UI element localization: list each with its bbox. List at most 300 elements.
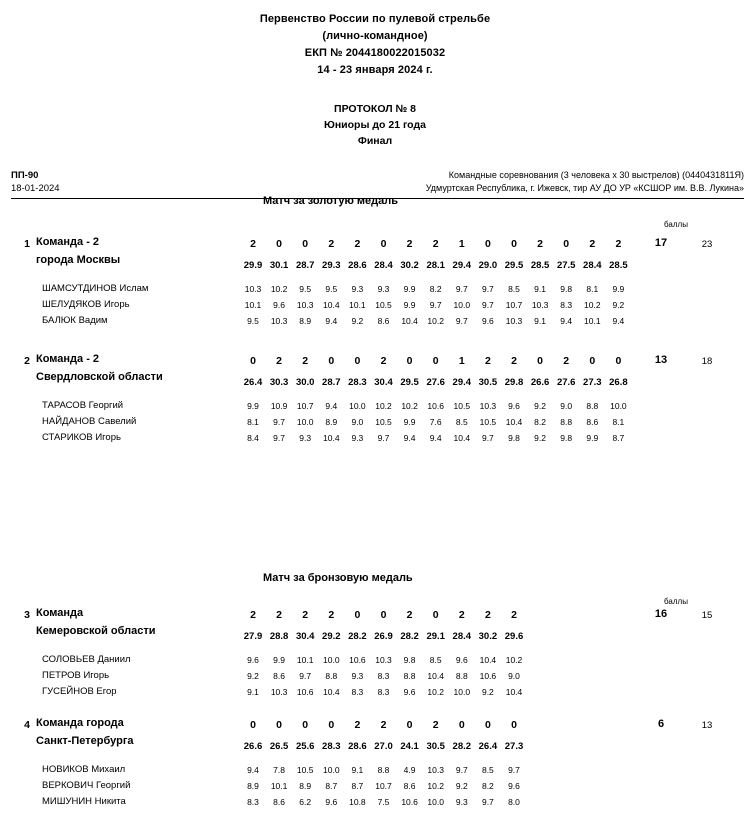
event-code: ПП-90 — [11, 170, 39, 181]
shot-value-cell: 10.2 — [584, 300, 601, 310]
shot-value-cell: 9.7 — [455, 765, 468, 775]
shot-value-cell: 10.4 — [505, 687, 523, 697]
athlete-name: СОЛОВЬЕВ Даниил — [42, 654, 131, 665]
series-point-cell: 0 — [380, 609, 387, 621]
shot-value-cell: 8.3 — [351, 687, 364, 697]
team-rank: 3 — [24, 609, 30, 621]
series-point-cell: 2 — [589, 238, 596, 250]
shot-value-cell: 8.7 — [612, 433, 625, 443]
shot-value-cell: 9.8 — [560, 433, 573, 443]
shot-value-cell: 8.8 — [377, 765, 390, 775]
shot-value-cell: 10.0 — [453, 687, 471, 697]
series-point-cell: 2 — [302, 609, 309, 621]
shot-value-cell: 10.1 — [244, 300, 262, 310]
shot-value-cell: 10.0 — [610, 401, 627, 411]
shot-value-cell: 8.1 — [586, 284, 599, 294]
shot-value-cell: 8.6 — [403, 781, 416, 791]
series-point-cell: 0 — [380, 238, 387, 250]
series-total-cell: 26.4 — [243, 377, 263, 388]
series-total-cell: 26.8 — [609, 377, 628, 388]
shot-value-cell: 9.7 — [481, 797, 494, 807]
series-total-cell: 29.4 — [452, 377, 472, 388]
shot-value-cell: 9.2 — [351, 316, 364, 326]
series-total-cell: 28.2 — [400, 631, 419, 642]
athlete-name: МИШУНИН Никита — [42, 796, 126, 807]
series-point-cell: 0 — [276, 238, 283, 250]
shot-value-cell: 9.0 — [351, 417, 364, 427]
athlete-name: ШАМСУТДИНОВ Ислам — [42, 283, 149, 294]
shot-value-cell: 9.7 — [481, 284, 494, 294]
series-total-cell: 27.6 — [556, 377, 576, 388]
series-point-cell: 2 — [380, 355, 387, 367]
shot-value-cell: 9.2 — [534, 401, 546, 411]
shot-value-cell: 9.4 — [325, 316, 338, 326]
shot-value-cell: 8.8 — [560, 417, 573, 427]
series-point-cell: 0 — [458, 719, 465, 731]
shot-value-cell: 9.7 — [455, 284, 468, 294]
title-spacer — [0, 79, 750, 101]
shot-value-cell: 9.7 — [508, 765, 520, 775]
team-place: 18 — [701, 356, 713, 367]
shot-value-cell: 10.4 — [323, 687, 340, 697]
series-point-cell: 0 — [615, 355, 622, 367]
shot-value-cell: 9.2 — [612, 300, 625, 310]
series-point-cell: 2 — [302, 355, 309, 367]
shot-value-cell: 10.2 — [427, 316, 444, 326]
shot-value-cell: 10.3 — [375, 655, 392, 665]
shot-value-cell: 10.2 — [270, 284, 288, 294]
athlete-name: ШЕЛУДЯКОВ Игорь — [42, 299, 130, 310]
series-point-cell: 0 — [484, 719, 491, 731]
shot-value-cell: 9.8 — [403, 655, 416, 665]
series-total-cell: 30.4 — [295, 631, 315, 642]
series-total-cell: 28.4 — [374, 260, 393, 271]
shot-value-cell: 10.2 — [427, 687, 444, 697]
shot-value-cell: 10.3 — [244, 284, 262, 294]
shot-value-cell: 9.4 — [612, 316, 625, 326]
series-point-cell: 0 — [537, 355, 544, 367]
series-total-cell: 29.5 — [504, 260, 524, 271]
shot-value-cell: 9.9 — [403, 417, 416, 427]
shot-value-cell: 9.3 — [299, 433, 312, 443]
page-title-line-4: 14 - 23 января 2024 г. — [317, 64, 433, 76]
series-total-cell: 30.4 — [374, 377, 393, 388]
shot-value-cell: 9.8 — [560, 284, 573, 294]
shot-value-cell: 8.6 — [586, 417, 599, 427]
shot-value-cell: 8.4 — [247, 433, 259, 443]
shot-value-cell: 7.6 — [429, 417, 442, 427]
series-point-cell: 0 — [406, 719, 413, 731]
shot-value-cell: 10.9 — [270, 401, 288, 411]
protocol-number: ПРОТОКОЛ № 8 — [334, 103, 416, 115]
series-point-cell: 1 — [458, 238, 465, 250]
series-point-cell: 0 — [589, 355, 596, 367]
shot-value-cell: 8.1 — [612, 417, 625, 427]
shot-value-cell: 9.2 — [247, 671, 259, 681]
team-name-line-2: Кемеровской области — [36, 625, 156, 637]
shot-value-cell: 8.2 — [429, 284, 442, 294]
shot-value-cell: 10.6 — [349, 655, 366, 665]
team-rank: 4 — [24, 719, 30, 731]
match-title: Матч за золотую медаль — [263, 195, 399, 207]
series-total-cell: 26.5 — [269, 741, 289, 752]
meta-row-bottom — [11, 182, 744, 195]
shot-value-cell: 8.1 — [247, 417, 259, 427]
series-total-cell: 26.6 — [243, 741, 263, 752]
shot-value-cell: 10.0 — [323, 765, 340, 775]
series-point-cell: 2 — [432, 238, 439, 250]
series-total-cell: 24.1 — [400, 741, 419, 752]
athlete-name: ТАРАСОВ Георгий — [42, 400, 124, 411]
series-total-cell: 30.5 — [478, 377, 498, 388]
shot-value-cell: 10.6 — [427, 401, 444, 411]
series-total-cell: 28.2 — [348, 631, 367, 642]
series-point-cell: 2 — [458, 609, 465, 621]
series-point-cell: 2 — [276, 609, 283, 621]
series-total-cell: 29.8 — [504, 377, 524, 388]
shot-value-cell: 9.7 — [377, 433, 390, 443]
series-point-cell: 0 — [302, 719, 309, 731]
series-total-cell: 28.3 — [322, 741, 341, 752]
shot-value-cell: 9.3 — [455, 797, 468, 807]
shot-value-cell: 10.5 — [375, 417, 392, 427]
shot-value-cell: 10.3 — [505, 316, 523, 326]
discipline-label: Командные соревнования (3 человека х 30 выстрелов) (0440431811Я) — [448, 170, 744, 180]
series-total-cell: 28.5 — [530, 260, 550, 271]
shot-value-cell: 9.1 — [534, 316, 546, 326]
shot-value-cell: 9.7 — [455, 316, 468, 326]
shot-value-cell: 8.3 — [377, 671, 390, 681]
shot-value-cell: 10.8 — [349, 797, 366, 807]
shot-value-cell: 9.6 — [403, 687, 416, 697]
series-point-cell: 2 — [406, 238, 413, 250]
shot-value-cell: 9.4 — [429, 433, 442, 443]
age-category: Юниоры до 21 года — [324, 119, 426, 131]
shot-value-cell: 8.8 — [586, 401, 599, 411]
series-point-cell: 0 — [354, 609, 361, 621]
series-point-cell: 0 — [250, 719, 256, 731]
team-rank: 1 — [24, 238, 30, 250]
series-point-cell: 2 — [537, 238, 544, 250]
shot-value-cell: 9.3 — [377, 284, 390, 294]
event-date: 18-01-2024 — [11, 183, 60, 194]
series-total-cell: 29.2 — [322, 631, 341, 642]
shot-value-cell: 9.7 — [273, 417, 285, 427]
series-point-cell: 2 — [328, 238, 335, 250]
athlete-name: ВЕРКОВИЧ Георгий — [42, 780, 131, 791]
shot-value-cell: 8.8 — [455, 671, 468, 681]
series-total-cell: 30.1 — [269, 260, 289, 271]
shot-value-cell: 9.2 — [455, 781, 468, 791]
shot-value-cell: 9.6 — [325, 797, 338, 807]
shot-value-cell: 10.6 — [479, 671, 497, 681]
shot-value-cell: 10.5 — [296, 765, 314, 775]
stage-label: Финал — [357, 135, 393, 147]
shot-value-cell: 9.5 — [299, 284, 312, 294]
shot-value-cell: 8.7 — [325, 781, 338, 791]
shot-value-cell: 9.9 — [586, 433, 599, 443]
team-score: 6 — [657, 718, 665, 730]
series-total-cell: 29.3 — [322, 260, 341, 271]
shot-value-cell: 9.2 — [534, 433, 546, 443]
shot-value-cell: 9.7 — [481, 433, 494, 443]
shot-value-cell: 10.4 — [427, 671, 444, 681]
series-total-cell: 25.6 — [295, 741, 315, 752]
points-column-header: баллы — [664, 220, 688, 229]
shot-value-cell: 9.9 — [612, 284, 625, 294]
series-total-cell: 28.6 — [348, 260, 367, 271]
page-title-line-1: Первенство России по пулевой стрельбе — [259, 13, 491, 25]
series-total-cell: 28.4 — [452, 631, 472, 642]
series-total-cell: 29.0 — [478, 260, 498, 271]
shot-value-cell: 8.3 — [247, 797, 259, 807]
shot-value-cell: 8.6 — [377, 316, 390, 326]
series-point-cell: 0 — [406, 355, 413, 367]
series-total-cell: 29.1 — [426, 631, 445, 642]
series-total-cell: 30.2 — [400, 260, 419, 271]
document-title-block — [0, 0, 750, 149]
series-total-cell: 27.0 — [374, 741, 393, 752]
shot-value-cell: 9.7 — [273, 433, 285, 443]
shot-value-cell: 8.2 — [481, 781, 494, 791]
shot-value-cell: 9.3 — [351, 433, 364, 443]
series-point-cell: 0 — [328, 719, 335, 731]
shot-value-cell: 7.5 — [377, 797, 390, 807]
shot-value-cell: 10.2 — [401, 401, 418, 411]
series-point-cell: 2 — [250, 609, 256, 621]
shot-value-cell: 9.1 — [351, 765, 364, 775]
series-total-cell: 30.5 — [426, 741, 445, 752]
meta-row-top — [11, 169, 744, 182]
shot-value-cell: 8.0 — [508, 797, 520, 807]
shot-value-cell: 8.9 — [247, 781, 259, 791]
series-point-cell: 2 — [484, 609, 491, 621]
shot-value-cell: 10.1 — [270, 781, 288, 791]
series-point-cell: 2 — [432, 719, 439, 731]
team-score: 13 — [654, 354, 668, 366]
points-column-header: баллы — [664, 597, 688, 606]
shot-value-cell: 9.1 — [247, 687, 259, 697]
shot-value-cell: 10.4 — [323, 433, 340, 443]
shot-value-cell: 9.6 — [481, 316, 494, 326]
series-point-cell: 2 — [406, 609, 413, 621]
shot-value-cell: 9.6 — [455, 655, 468, 665]
shot-value-cell: 10.7 — [505, 300, 523, 310]
shot-value-cell: 9.6 — [247, 655, 259, 665]
series-point-cell: 2 — [511, 355, 517, 367]
shot-value-cell: 10.4 — [323, 300, 340, 310]
team-name-line-1: Команда — [36, 607, 84, 619]
team-name-line-1: Команда - 2 — [36, 236, 100, 248]
athlete-name: НАЙДАНОВ Савелий — [42, 416, 137, 427]
series-point-cell: 0 — [302, 238, 309, 250]
shot-value-cell: 10.4 — [401, 316, 418, 326]
shot-value-cell: 8.7 — [351, 781, 364, 791]
series-point-cell: 2 — [276, 355, 283, 367]
series-total-cell: 30.2 — [478, 631, 498, 642]
series-total-cell: 28.5 — [609, 260, 628, 271]
series-point-cell: 2 — [563, 355, 570, 367]
shot-value-cell: 8.3 — [560, 300, 573, 310]
shot-value-cell: 7.8 — [273, 765, 285, 775]
series-total-cell: 27.9 — [243, 631, 263, 642]
venue-label: Удмуртская Республика, г. Ижевск, тир АУ ДО УР «КСШОР им. В.В. Лукина» — [425, 183, 744, 193]
shot-value-cell: 8.9 — [299, 316, 312, 326]
page-title-line-3: ЕКП № 2044180022015032 — [304, 47, 446, 59]
shot-value-cell: 9.4 — [560, 316, 573, 326]
series-point-cell: 2 — [615, 238, 622, 250]
series-total-cell: 27.5 — [556, 260, 576, 271]
shot-value-cell: 10.3 — [296, 300, 314, 310]
athlete-name: СТАРИКОВ Игорь — [42, 432, 121, 443]
shot-value-cell: 9.8 — [508, 433, 520, 443]
series-point-cell: 0 — [511, 719, 517, 731]
shot-value-cell: 8.6 — [273, 797, 285, 807]
series-total-cell: 29.9 — [243, 260, 263, 271]
shot-value-cell: 10.5 — [479, 417, 497, 427]
shot-value-cell: 10.3 — [270, 316, 288, 326]
shot-value-cell: 10.0 — [296, 417, 314, 427]
shot-value-cell: 9.4 — [325, 401, 338, 411]
shot-value-cell: 10.2 — [375, 401, 392, 411]
series-total-cell: 27.3 — [583, 377, 602, 388]
series-total-cell: 28.2 — [452, 741, 472, 752]
series-point-cell: 0 — [276, 719, 283, 731]
shot-value-cell: 10.1 — [584, 316, 601, 326]
series-total-cell: 29.6 — [504, 631, 524, 642]
shot-value-cell: 10.5 — [453, 401, 471, 411]
series-total-cell: 27.3 — [504, 741, 524, 752]
series-point-cell: 0 — [354, 355, 361, 367]
series-point-cell: 0 — [432, 609, 439, 621]
shot-value-cell: 4.9 — [403, 765, 416, 775]
series-point-cell: 2 — [380, 719, 387, 731]
shot-value-cell: 10.1 — [349, 300, 366, 310]
team-name-line-1: Команда города — [36, 717, 124, 729]
series-point-cell: 2 — [250, 238, 256, 250]
shot-value-cell: 9.9 — [403, 284, 416, 294]
series-total-cell: 28.7 — [322, 377, 341, 388]
shot-value-cell: 8.9 — [325, 417, 338, 427]
team-place: 23 — [701, 239, 713, 250]
shot-value-cell: 10.3 — [270, 687, 288, 697]
shot-value-cell: 6.2 — [299, 797, 312, 807]
series-point-cell: 1 — [458, 355, 465, 367]
shot-value-cell: 10.5 — [375, 300, 392, 310]
shot-value-cell: 10.3 — [479, 401, 497, 411]
team-score: 17 — [654, 237, 668, 249]
series-total-cell: 26.6 — [530, 377, 550, 388]
team-name-line-2: Свердловской области — [36, 371, 163, 383]
shot-value-cell: 9.5 — [325, 284, 338, 294]
series-point-cell: 2 — [328, 609, 335, 621]
shot-value-cell: 9.3 — [351, 284, 364, 294]
match-title: Матч за бронзовую медаль — [263, 572, 413, 584]
shot-value-cell: 9.9 — [403, 300, 416, 310]
series-total-cell: 28.8 — [269, 631, 289, 642]
shot-value-cell: 10.4 — [479, 655, 497, 665]
team-score: 16 — [654, 608, 668, 620]
series-point-cell: 0 — [563, 238, 570, 250]
shot-value-cell: 10.2 — [427, 781, 444, 791]
shot-value-cell: 8.5 — [429, 655, 442, 665]
shot-value-cell: 9.0 — [560, 401, 573, 411]
series-point-cell: 2 — [484, 355, 491, 367]
page-title-line-2: (лично-командное) — [322, 30, 428, 42]
shot-value-cell: 10.1 — [296, 655, 314, 665]
shot-value-cell: 9.7 — [481, 300, 494, 310]
series-total-cell: 29.5 — [400, 377, 419, 388]
team-rank: 2 — [24, 355, 30, 367]
shot-value-cell: 10.0 — [349, 401, 366, 411]
shot-value-cell: 9.2 — [481, 687, 494, 697]
series-point-cell: 2 — [354, 719, 361, 731]
shot-value-cell: 9.9 — [273, 655, 285, 665]
shot-value-cell: 9.4 — [403, 433, 416, 443]
team-place: 13 — [701, 720, 713, 731]
series-point-cell: 0 — [511, 238, 517, 250]
series-point-cell: 2 — [511, 609, 517, 621]
shot-value-cell: 8.3 — [377, 687, 390, 697]
shot-value-cell: 8.8 — [325, 671, 338, 681]
shot-value-cell: 9.7 — [299, 671, 312, 681]
team-place: 15 — [701, 610, 713, 621]
shot-value-cell: 8.5 — [455, 417, 468, 427]
team-name-line-1: Команда - 2 — [36, 353, 100, 365]
series-total-cell: 29.4 — [452, 260, 472, 271]
series-total-cell: 28.4 — [583, 260, 602, 271]
series-total-cell: 26.4 — [478, 741, 498, 752]
shot-value-cell: 8.8 — [403, 671, 416, 681]
shot-value-cell: 10.0 — [323, 655, 340, 665]
shot-value-cell: 10.7 — [296, 401, 314, 411]
shot-value-cell: 8.6 — [273, 671, 285, 681]
series-point-cell: 0 — [250, 355, 256, 367]
shot-value-cell: 10.6 — [296, 687, 314, 697]
shot-value-cell: 10.0 — [427, 797, 444, 807]
shot-value-cell: 10.6 — [401, 797, 418, 807]
series-point-cell: 0 — [432, 355, 439, 367]
shot-value-cell: 10.0 — [453, 300, 471, 310]
team-name-line-2: Санкт-Петербурга — [36, 735, 134, 747]
shot-value-cell: 8.5 — [481, 765, 494, 775]
series-point-cell: 0 — [484, 238, 491, 250]
athlete-name: НОВИКОВ Михаил — [42, 764, 126, 775]
shot-value-cell: 9.3 — [351, 671, 364, 681]
series-total-cell: 30.3 — [269, 377, 289, 388]
series-total-cell: 27.6 — [426, 377, 445, 388]
shot-value-cell: 9.9 — [247, 401, 259, 411]
team-name-line-2: города Москвы — [36, 254, 121, 266]
shot-value-cell: 10.2 — [505, 655, 523, 665]
shot-value-cell: 10.4 — [453, 433, 471, 443]
series-total-cell: 28.7 — [295, 260, 315, 271]
series-point-cell: 2 — [354, 238, 361, 250]
series-total-cell: 26.9 — [374, 631, 393, 642]
series-total-cell: 30.0 — [295, 377, 315, 388]
shot-value-cell: 9.5 — [247, 316, 259, 326]
series-point-cell: 0 — [328, 355, 335, 367]
shot-value-cell: 9.7 — [429, 300, 442, 310]
shot-value-cell: 9.1 — [534, 284, 546, 294]
shot-value-cell: 10.3 — [531, 300, 549, 310]
shot-value-cell: 9.6 — [273, 300, 285, 310]
shot-value-cell: 8.9 — [299, 781, 312, 791]
shot-value-cell: 10.3 — [427, 765, 444, 775]
series-total-cell: 28.1 — [426, 260, 445, 271]
athlete-name: ПЕТРОВ Игорь — [42, 670, 110, 681]
athlete-name: ГУСЕЙНОВ Егор — [42, 686, 117, 697]
